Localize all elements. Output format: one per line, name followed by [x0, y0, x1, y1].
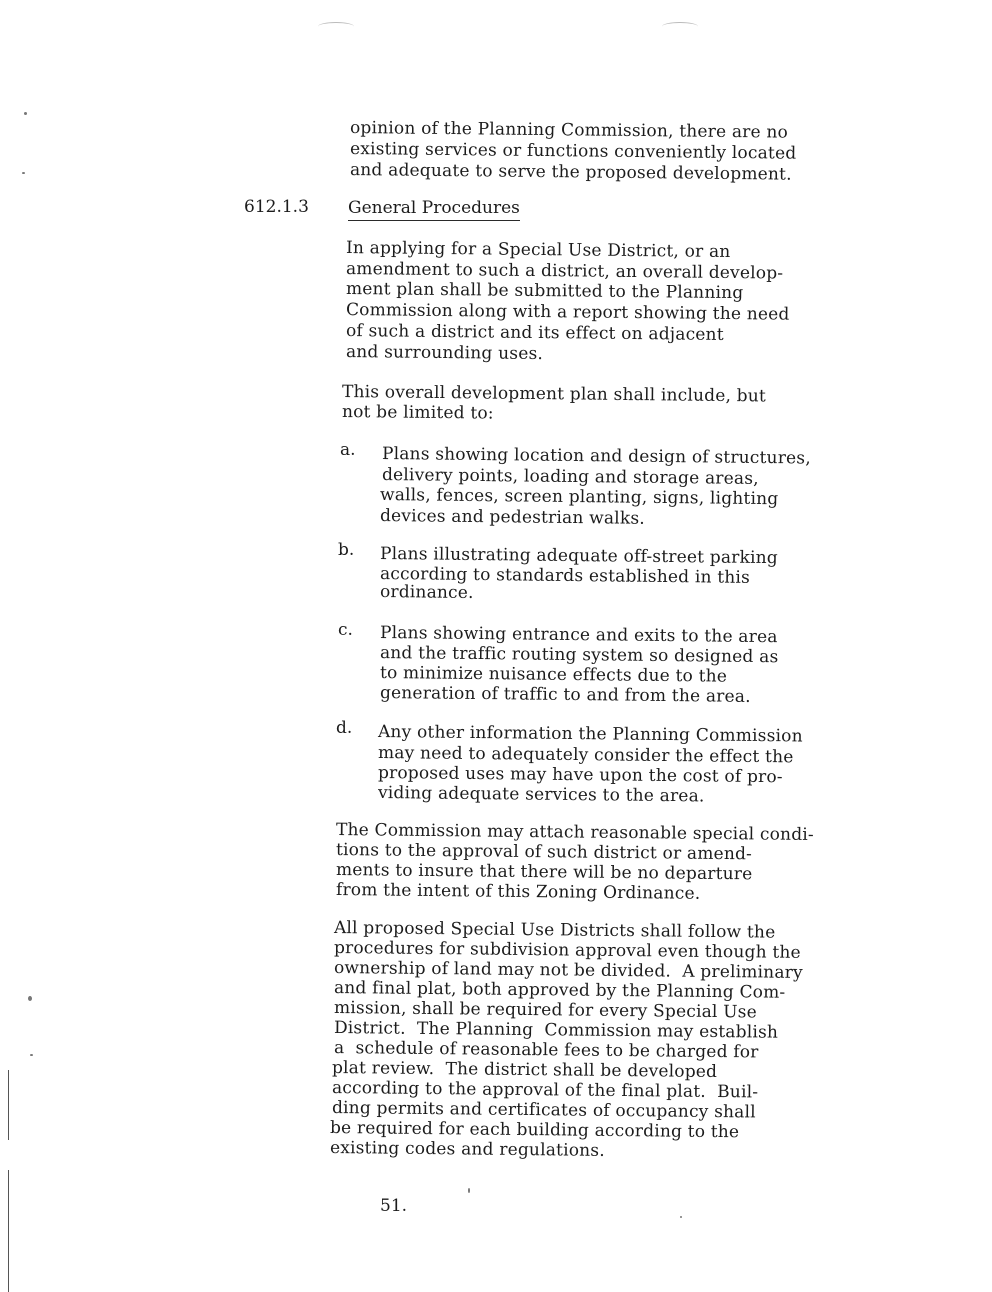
text-line: Commission along with a report showing the need — [345, 300, 790, 325]
text-line: not be limited to: — [341, 402, 494, 424]
scan-edge-line — [8, 1170, 9, 1292]
text-line: All proposed Special Use Districts shall follow the — [333, 918, 776, 943]
scan-artifact-speck — [24, 112, 27, 115]
scan-artifact-arc-left — [318, 22, 354, 31]
text-line: ownership of land may not be divided. A preliminary — [333, 958, 803, 983]
text-line: according to standards established in this — [379, 564, 751, 588]
text-line: of such a district and its effect on adjacent — [345, 321, 724, 345]
text-line: may need to adequately consider the effect the — [377, 743, 794, 768]
scan-edge-line — [8, 1070, 9, 1140]
text-line: existing codes and regulations. — [329, 1138, 605, 1161]
text-line: and surrounding uses. — [345, 342, 544, 365]
list-item-letter: a. — [340, 440, 356, 460]
text-line: ments to insure that there will be no departure — [335, 860, 753, 885]
text-line: opinion of the Planning Commission, there are no — [349, 118, 789, 143]
text-line: generation of traffic to and from the area. — [379, 683, 751, 707]
text-line: procedures for subdivision approval even though the — [333, 938, 801, 963]
text-line: according to the approval of the final plat. Buil- — [331, 1078, 759, 1103]
scan-artifact-speck — [30, 1054, 33, 1056]
scan-artifact-speck — [468, 1188, 470, 1193]
text-line: proposed uses may have upon the cost of pro- — [377, 763, 783, 788]
text-line: from the intent of this Zoning Ordinance. — [335, 880, 701, 904]
list-item-letter: b. — [338, 540, 355, 560]
page-number: 51. — [380, 1196, 408, 1216]
text-line: Any other information the Planning Commission — [377, 722, 803, 747]
scan-artifact-speck — [22, 172, 25, 174]
text-line: Plans showing location and design of structures, — [381, 444, 811, 469]
text-line: ment plan shall be submitted to the Planning — [345, 279, 744, 304]
text-line: delivery points, loading and storage areas, — [381, 465, 759, 489]
text-line: and adequate to serve the proposed development. — [349, 160, 792, 185]
text-line: This overall development plan shall include, but — [341, 382, 767, 407]
text-line: a schedule of reasonable fees to be charged for — [333, 1038, 759, 1063]
text-line: devices and pedestrian walks. — [379, 506, 646, 529]
text-line: and the traffic routing system so designed as — [379, 643, 779, 668]
text-line: ding permits and certificates of occupancy shall — [331, 1098, 756, 1123]
text-line: amendment to such a district, an overall develop- — [345, 259, 784, 284]
list-item-letter: c. — [338, 620, 353, 640]
text-line: viding adequate services to the area. — [377, 783, 705, 807]
list-item-letter: d. — [336, 718, 353, 738]
text-line: plat review. The district shall be developed — [331, 1058, 718, 1083]
text-line: In applying for a Special Use District, or an — [345, 238, 731, 263]
text-line: be required for each building according to the — [329, 1118, 740, 1143]
text-line: District. The Planning Commission may establish — [333, 1018, 779, 1043]
text-line: ordinance. — [379, 582, 474, 603]
section-number: 612.1.3 — [244, 197, 309, 217]
text-line: existing services or functions conveniently located — [349, 139, 797, 164]
text-line: Plans illustrating adequate off-street parking — [379, 544, 779, 569]
text-line: Plans showing entrance and exits to the area — [379, 623, 778, 648]
text-line: to minimize nuisance effects due to the — [379, 663, 728, 687]
scan-artifact-speck — [680, 1216, 682, 1218]
text-line: and final plat, both approved by the Planning Com- — [333, 978, 786, 1003]
text-line: walls, fences, screen planting, signs, lighting — [379, 485, 779, 510]
text-line: tions to the approval of such district or amend- — [335, 840, 753, 865]
text-line: mission, shall be required for every Special Use — [333, 998, 758, 1023]
scan-artifact-arc-right — [662, 22, 698, 31]
section-title: General Procedures — [348, 198, 520, 221]
text-line: The Commission may attach reasonable special condi- — [335, 820, 815, 846]
scan-artifact-speck — [28, 996, 32, 1001]
